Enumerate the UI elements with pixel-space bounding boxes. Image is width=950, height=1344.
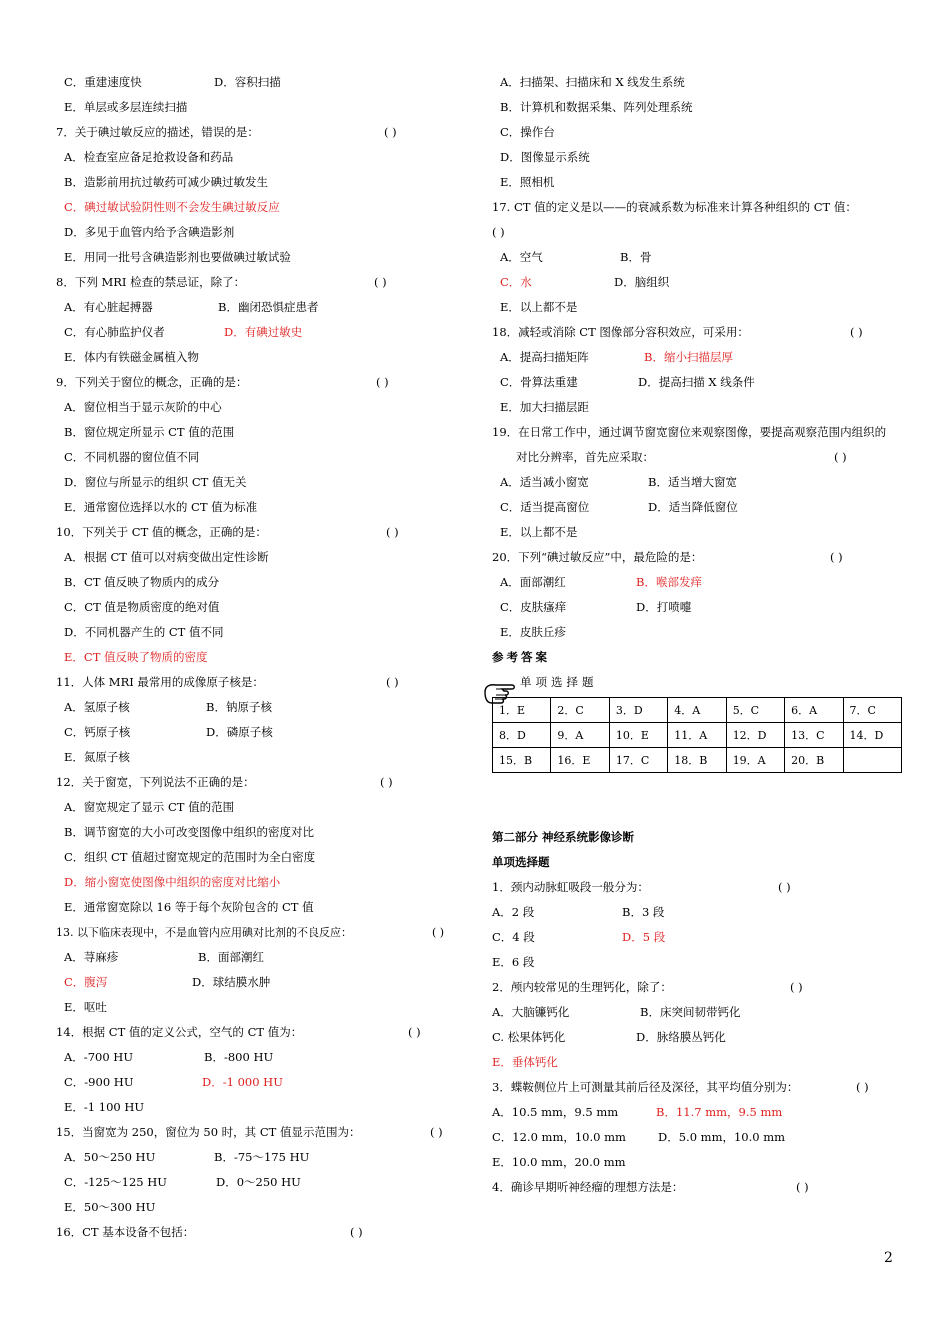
- option-text: B．-75～175 HU: [214, 1150, 310, 1164]
- line-text: A．适当减小窗宽: [500, 475, 589, 489]
- text-line: [56, 370, 466, 395]
- line-text: A．大脑镰钙化: [492, 1005, 570, 1019]
- option-text: D．脉络膜丛钙化: [636, 1030, 726, 1044]
- answer-cell: 18．B: [668, 748, 726, 773]
- line-text: C. 松果体钙化: [492, 1030, 566, 1044]
- text-line: [492, 95, 904, 120]
- line-text: B．调节窗宽的大小可改变图像中组织的密度对比: [64, 825, 314, 839]
- text-line: [56, 670, 466, 695]
- text-line: [56, 620, 466, 645]
- text-line: [56, 1020, 466, 1045]
- answer-cell: 17．C: [609, 748, 667, 773]
- line-text: D．缩小窗宽使图像中组织的密度对比缩小: [64, 875, 281, 889]
- answer-cell: 11．A: [668, 723, 726, 748]
- line-text: C．皮肤瘙痒: [500, 600, 567, 614]
- option-text: D．磷原子核: [206, 725, 273, 739]
- line-text: D．多见于血管内给予含碘造影剂: [64, 225, 235, 239]
- line-text: C．水: [500, 275, 532, 289]
- text-line: [492, 170, 904, 195]
- text-line: [492, 470, 904, 495]
- text-line: [56, 420, 466, 445]
- questions-16-20-options: [492, 70, 904, 645]
- option-text: B．骨: [620, 250, 652, 264]
- line-text: A．扫描架、扫描床和 X 线发生系统: [500, 75, 685, 89]
- answer-blank: ( ): [350, 1225, 363, 1239]
- text-line: [492, 1100, 904, 1125]
- text-line: [492, 1125, 904, 1150]
- part2-title: 第二部分 神经系统影像诊断: [492, 830, 635, 844]
- option-text: B．喉部发痒: [636, 575, 702, 589]
- answer-blank: ( ): [834, 450, 847, 464]
- option-text: D．有碘过敏史: [224, 325, 303, 339]
- answer-blank: ( ): [376, 375, 389, 389]
- text-line: [56, 220, 466, 245]
- text-line: [492, 395, 904, 420]
- line-text: C．组织 CT 值超过窗宽规定的范围时为全白密度: [64, 850, 316, 864]
- text-line: [56, 770, 466, 795]
- line-text: C．有心肺监护仪者: [64, 325, 165, 339]
- line-text: E．单层或多层连续扫描: [64, 100, 188, 114]
- text-line: [56, 320, 466, 345]
- page-number: 2: [884, 1250, 893, 1266]
- line-text: 16．CT 基本设备不包括：: [56, 1225, 195, 1239]
- option-text: D．球结膜水肿: [192, 975, 271, 989]
- line-text: A．检查室应备足抢救设备和药品: [64, 150, 234, 164]
- text-line: [492, 220, 904, 245]
- text-line: [492, 595, 904, 620]
- option-text: B．适当增大窗宽: [648, 475, 737, 489]
- option-text: D．-1 000 HU: [202, 1075, 283, 1089]
- line-text: A．氢原子核: [64, 700, 130, 714]
- line-text: C．碘过敏试验阴性则不会发生碘过敏反应: [64, 200, 280, 214]
- text-line: [492, 1150, 904, 1175]
- option-text: D．打喷嚏: [636, 600, 692, 614]
- line-text: C．4 段: [492, 930, 535, 944]
- answer-blank: ( ): [856, 1080, 869, 1094]
- part2-questions: [492, 875, 904, 1200]
- answer-cell: 4．A: [668, 698, 726, 723]
- text-line: [56, 270, 466, 295]
- line-text: C．-900 HU: [64, 1075, 134, 1089]
- text-line: [492, 195, 904, 220]
- answers-title: 参考答案: [492, 650, 550, 664]
- answer-blank: ( ): [830, 550, 843, 564]
- line-text: 8．下列 MRI 检查的禁忌证，除了：: [56, 275, 246, 289]
- line-text: E．CT 值反映了物质的密度: [64, 650, 208, 664]
- line-text: A．空气: [500, 250, 543, 264]
- line-text: E．垂体钙化: [492, 1055, 558, 1069]
- line-text: C．适当提高窗位: [500, 500, 590, 514]
- line-text: A．窗位相当于显示灰阶的中心: [64, 400, 222, 414]
- text-line: [56, 1070, 466, 1095]
- text-line: [56, 245, 466, 270]
- text-line: [56, 145, 466, 170]
- line-text: 2．颅内较常见的生理钙化，除了：: [492, 980, 672, 994]
- line-text: 18．减轻或消除 CT 图像部分容积效应，可采用：: [492, 325, 749, 339]
- option-text: D．适当降低窗位: [648, 500, 738, 514]
- line-text: B．造影前用抗过敏药可减少碘过敏发生: [64, 175, 268, 189]
- line-text: 14．根据 CT 值的定义公式，空气的 CT 值为：: [56, 1025, 303, 1039]
- line-text: E．呕吐: [64, 1000, 107, 1014]
- text-line: [492, 545, 904, 570]
- answers-subtitle: 单项选择题: [520, 675, 598, 689]
- option-text: B．幽闭恐惧症患者: [218, 300, 319, 314]
- line-text: A．面部潮红: [500, 575, 566, 589]
- text-line: [492, 520, 904, 545]
- line-text: C．骨算法重建: [500, 375, 578, 389]
- answer-blank: ( ): [430, 1125, 443, 1139]
- answer-blank: ( ): [380, 775, 393, 789]
- option-text: B．缩小扫描层厚: [644, 350, 733, 364]
- line-text: ( ): [492, 225, 505, 239]
- left-column: [56, 70, 466, 1245]
- answer-cell: [843, 748, 901, 773]
- table-row: [493, 723, 902, 748]
- option-text: D．0～250 HU: [216, 1175, 301, 1189]
- answer-blank: ( ): [386, 675, 399, 689]
- text-line: [492, 270, 904, 295]
- line-text: 17. CT 值的定义是以——的衰减系数为标准来计算各种组织的 CT 值：: [492, 200, 857, 214]
- line-text: A．根据 CT 值可以对病变做出定性诊断: [64, 550, 269, 564]
- line-text: C．12.0 mm，10.0 mm: [492, 1130, 626, 1144]
- text-line: [56, 920, 466, 945]
- answer-blank: ( ): [432, 926, 445, 939]
- text-line: [56, 895, 466, 920]
- text-line: [492, 495, 904, 520]
- line-text: E．-1 100 HU: [64, 1100, 145, 1114]
- option-text: B．11.7 mm，9.5 mm: [656, 1105, 783, 1119]
- line-text: E．用同一批号含碘造影剂也要做碘过敏试验: [64, 250, 291, 264]
- option-text: B．钠原子核: [206, 700, 272, 714]
- table-row: [493, 698, 902, 723]
- line-text: 对比分辨率，首先应采取：: [516, 450, 654, 464]
- line-text: E．通常窗宽除以 16 等于每个灰阶包含的 CT 值: [64, 900, 314, 914]
- text-line: [56, 945, 466, 970]
- text-line: [56, 345, 466, 370]
- line-text: 4．确诊早期听神经瘤的理想方法是：: [492, 1180, 684, 1194]
- text-line: [56, 520, 466, 545]
- line-text: C．不同机器的窗位值不同: [64, 450, 200, 464]
- text-line: [492, 875, 904, 900]
- line-text: C．操作台: [500, 125, 555, 139]
- text-line: [492, 420, 904, 445]
- text-line: [492, 320, 904, 345]
- line-text: 11．人体 MRI 最常用的成像原子核是：: [56, 675, 264, 689]
- line-text: E．10.0 mm，20.0 mm: [492, 1155, 626, 1169]
- right-column: [492, 70, 904, 1200]
- line-text: D．图像显示系统: [500, 150, 590, 164]
- line-text: B．计算机和数据采集、阵列处理系统: [500, 100, 693, 114]
- text-line: [56, 795, 466, 820]
- line-text: 10．下列关于 CT 值的概念，正确的是：: [56, 525, 267, 539]
- line-text: 3．蝶鞍侧位片上可测量其前后径及深径，其平均值分别为：: [492, 1080, 799, 1094]
- option-text: B．面部潮红: [198, 950, 264, 964]
- option-text: B．-800 HU: [204, 1050, 274, 1064]
- text-line: [56, 395, 466, 420]
- answer-cell: 20．B: [785, 748, 843, 773]
- text-line: [56, 570, 466, 595]
- text-line: [492, 445, 904, 470]
- line-text: B．CT 值反映了物质内的成分: [64, 575, 220, 589]
- text-line: [56, 870, 466, 895]
- text-line: [56, 445, 466, 470]
- text-line: [56, 695, 466, 720]
- line-text: E．50～300 HU: [64, 1200, 156, 1214]
- option-text: D．5.0 mm，10.0 mm: [658, 1130, 786, 1144]
- answer-cell: 2．C: [551, 698, 609, 723]
- line-text: E．6 段: [492, 955, 535, 969]
- text-line: [492, 370, 904, 395]
- option-text: D．5 段: [622, 930, 666, 944]
- line-text: A．2 段: [492, 905, 535, 919]
- line-text: 15．当窗宽为 250，窗位为 50 时，其 CT 值显示范围为：: [56, 1125, 361, 1139]
- text-line: [56, 495, 466, 520]
- answer-cell: 3．D: [609, 698, 667, 723]
- answer-table: [492, 697, 902, 773]
- answer-cell: 15．B: [493, 748, 551, 773]
- text-line: [492, 1075, 904, 1100]
- text-line: [56, 70, 466, 95]
- text-line: [492, 950, 904, 975]
- line-text: C．CT 值是物质密度的绝对值: [64, 600, 220, 614]
- text-line: [56, 845, 466, 870]
- text-line: [492, 70, 904, 95]
- text-line: [56, 745, 466, 770]
- line-text: D．不同机器产生的 CT 值不同: [64, 625, 224, 639]
- line-text: E．通常窗位选择以水的 CT 值为标准: [64, 500, 258, 514]
- line-text: C．腹泻: [64, 975, 108, 989]
- option-text: D．容积扫描: [214, 75, 281, 89]
- answer-blank: ( ): [796, 1180, 809, 1194]
- answer-cell: 7．C: [843, 698, 901, 723]
- line-text: E．照相机: [500, 175, 555, 189]
- line-text: 9．下列关于窗位的概念，正确的是：: [56, 375, 248, 389]
- text-line: [492, 295, 904, 320]
- answer-blank: ( ): [374, 275, 387, 289]
- answer-blank: ( ): [850, 325, 863, 339]
- line-text: B．窗位规定所显示 CT 值的范围: [64, 425, 235, 439]
- answer-cell: 19．A: [726, 748, 784, 773]
- answer-cell: 8．D: [493, 723, 551, 748]
- text-line: [56, 1120, 466, 1145]
- line-text: A．窗宽规定了显示 CT 值的范围: [64, 800, 235, 814]
- line-text: 19．在日常工作中，通过调节窗宽窗位来观察图像，要提高观察范围内组织的: [492, 425, 887, 439]
- line-text: E．加大扫描层距: [500, 400, 589, 414]
- option-text: D．脑组织: [614, 275, 670, 289]
- text-line: [56, 995, 466, 1020]
- answer-blank: ( ): [386, 525, 399, 539]
- text-line: [56, 1220, 466, 1245]
- text-line: [56, 195, 466, 220]
- text-line: [56, 120, 466, 145]
- line-text: 13. 以下临床表现中，不是血管内应用碘对比剂的不良反应：: [56, 926, 352, 939]
- part2-subtitle: 单项选择题: [492, 855, 550, 869]
- text-line: [492, 1050, 904, 1075]
- text-line: [56, 170, 466, 195]
- line-text: E．氮原子核: [64, 750, 130, 764]
- text-line: [56, 1195, 466, 1220]
- text-line: [492, 620, 904, 645]
- answer-cell: 10．E: [609, 723, 667, 748]
- pointing-hand-icon: [482, 678, 522, 708]
- answer-cell: 9．A: [551, 723, 609, 748]
- line-text: C．重建速度快: [64, 75, 142, 89]
- answer-cell: 16．E: [551, 748, 609, 773]
- line-text: E．以上都不是: [500, 300, 578, 314]
- text-line: [56, 820, 466, 845]
- text-line: [492, 925, 904, 950]
- text-line: [56, 720, 466, 745]
- text-line: [492, 120, 904, 145]
- text-line: [492, 1000, 904, 1025]
- text-line: [56, 295, 466, 320]
- line-text: D．窗位与所显示的组织 CT 值无关: [64, 475, 247, 489]
- text-line: [56, 1170, 466, 1195]
- answer-cell: 1．E: [493, 698, 551, 723]
- text-line: [56, 1045, 466, 1070]
- text-line: [492, 245, 904, 270]
- line-text: 1．颈内动脉虹吸段一般分为：: [492, 880, 649, 894]
- answer-cell: 13．C: [785, 723, 843, 748]
- option-text: B．3 段: [622, 905, 665, 919]
- text-line: [56, 1145, 466, 1170]
- line-text: A．提高扫描矩阵: [500, 350, 589, 364]
- table-row: [493, 748, 902, 773]
- text-line: [56, 470, 466, 495]
- answer-blank: ( ): [790, 980, 803, 994]
- line-text: C．-125～125 HU: [64, 1175, 167, 1189]
- line-text: 12．关于窗宽，下列说法不正确的是：: [56, 775, 255, 789]
- text-line: [492, 1175, 904, 1200]
- text-line: [492, 900, 904, 925]
- text-line: [56, 970, 466, 995]
- line-text: E．以上都不是: [500, 525, 578, 539]
- text-line: [492, 1025, 904, 1050]
- line-text: A．50～250 HU: [64, 1150, 156, 1164]
- answer-cell: 6．A: [785, 698, 843, 723]
- line-text: 20．下列“碘过敏反应”中，最危险的是：: [492, 550, 703, 564]
- text-line: [56, 595, 466, 620]
- answer-blank: ( ): [384, 125, 397, 139]
- answer-cell: 14．D: [843, 723, 901, 748]
- line-text: A．荨麻疹: [64, 950, 119, 964]
- line-text: 7．关于碘过敏反应的描述，错误的是：: [56, 125, 259, 139]
- line-text: A．-700 HU: [64, 1050, 134, 1064]
- text-line: [56, 545, 466, 570]
- text-line: [492, 345, 904, 370]
- text-line: [492, 975, 904, 1000]
- line-text: A．有心脏起搏器: [64, 300, 153, 314]
- option-text: D．提高扫描 X 线条件: [638, 375, 755, 389]
- text-line: [492, 570, 904, 595]
- answer-cell: 12．D: [726, 723, 784, 748]
- option-text: B．床突间韧带钙化: [640, 1005, 741, 1019]
- text-line: [56, 645, 466, 670]
- line-text: E．体内有铁磁金属植入物: [64, 350, 199, 364]
- line-text: C．钙原子核: [64, 725, 131, 739]
- text-line: [492, 145, 904, 170]
- answer-blank: ( ): [408, 1025, 421, 1039]
- line-text: A．10.5 mm，9.5 mm: [492, 1105, 619, 1119]
- line-text: E．皮肤丘疹: [500, 625, 566, 639]
- text-line: [56, 95, 466, 120]
- text-line: [56, 1095, 466, 1120]
- answer-cell: 5．C: [726, 698, 784, 723]
- answer-blank: ( ): [778, 880, 791, 894]
